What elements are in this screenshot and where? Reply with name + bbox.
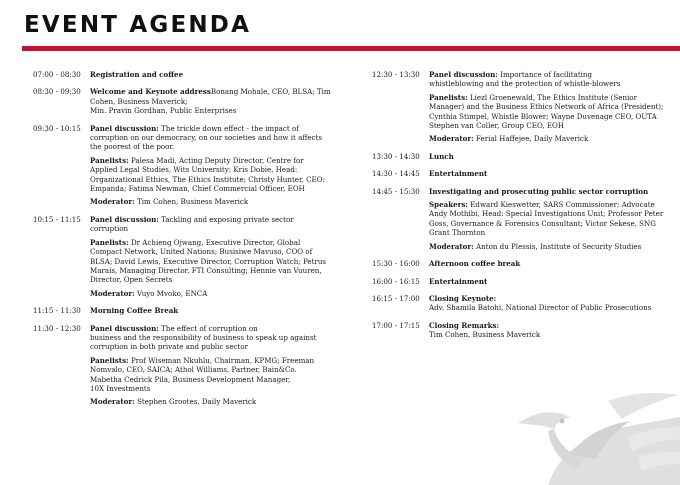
agenda-details	[429, 277, 672, 286]
agenda-time: 11:15 - 11:30	[33, 306, 81, 316]
agenda-label: Moderator:	[90, 197, 135, 207]
agenda-label: Closing Remarks:	[429, 320, 500, 330]
agenda-label: Closing Keynote:	[429, 293, 497, 303]
agenda-label: Panel discussion:	[429, 70, 498, 79]
agenda-label: Moderator:	[90, 397, 135, 407]
agenda-time: 16:00 - 16:15	[372, 276, 420, 286]
agenda-label: Welcome and Keynote address	[90, 87, 211, 97]
agenda-paragraph	[429, 93, 672, 131]
agenda-text-line: Liezl Groenewald, The Ethics Institute (Senior	[467, 92, 637, 102]
agenda-details	[429, 294, 672, 313]
agenda-paragraph	[429, 321, 672, 340]
agenda-label: Entertainment	[429, 276, 488, 286]
agenda-label: Moderator:	[90, 288, 135, 298]
agenda-text-line: Palesa Madi, Acting Deputy Director, Centre for	[128, 155, 304, 165]
agenda-text-line: Bonang Mohale, CEO, BLSA; Tim Cohen, Business Maverick;	[90, 87, 331, 106]
agenda-text-line: Adv. Shamila Batohi, National Director of Public Prosecutions	[429, 303, 652, 313]
agenda-details	[429, 321, 672, 340]
agenda-text-line: Grant Thornton	[429, 228, 486, 238]
agenda-details	[90, 87, 333, 115]
agenda-paragraph	[429, 134, 672, 143]
agenda-time: 08:30 - 09:30	[33, 87, 81, 97]
agenda-time: 10:15 - 11:15	[33, 214, 81, 224]
agenda-text-line: Anton du Plessis, Institute of Security Studies	[473, 241, 642, 251]
agenda-paragraph	[90, 87, 333, 115]
agenda-item	[372, 152, 672, 161]
agenda-text-line: Cynthia Stimpel, Whistle Blower; Wayne Duvenage CEO, OUTA	[429, 111, 657, 121]
agenda-paragraph	[429, 187, 672, 196]
agenda-paragraph	[90, 70, 333, 79]
agenda-label: Moderator:	[429, 241, 474, 251]
agenda-paragraph	[429, 294, 672, 313]
agenda-item	[33, 324, 333, 407]
agenda-paragraph	[90, 289, 333, 298]
agenda-details	[90, 324, 333, 407]
agenda-item	[372, 70, 672, 144]
agenda-text-line: Applied Legal Studies, Wits University; Kris Dobie, Head:	[90, 165, 298, 175]
agenda-item	[33, 124, 333, 207]
agenda-item	[33, 87, 333, 115]
agenda-details	[429, 152, 672, 161]
agenda-time: 15:30 - 16:00	[372, 259, 420, 269]
agenda-text-line: Dr Achieng Ojwang, Executive Director, Global	[128, 237, 301, 247]
agenda-time: 07:00 - 08:30	[33, 70, 81, 79]
agenda-item	[372, 169, 672, 178]
agenda-paragraph	[90, 306, 333, 315]
agenda-time: 17:00 - 17:15	[372, 320, 420, 330]
agenda-item	[372, 277, 672, 286]
agenda-paragraph	[429, 70, 672, 89]
agenda-text-line: Ferial Haffejee, Daily Maverick	[473, 134, 589, 144]
agenda-text-line: Goss, Governance & Forensics Consultant; Victor Sekese, SNG	[429, 218, 656, 228]
agenda-text-line: whistleblowing and the protection of whistle-blowers	[429, 79, 621, 89]
agenda-item	[372, 321, 672, 340]
agenda-time: 14:30 - 14:45	[372, 169, 420, 179]
agenda-details	[90, 124, 333, 207]
agenda-text-line: Manager) and the Business Ethics Network of Africa (President);	[429, 102, 664, 112]
agenda-item	[372, 259, 672, 268]
agenda-text-line: corruption on our democracy, on our societies and how it affects	[90, 133, 323, 143]
page-title: EVENT AGENDA	[24, 12, 252, 38]
agenda-item	[33, 306, 333, 315]
agenda-paragraph	[429, 259, 672, 268]
agenda-text-line: Edward Kieswetter, SARS Commissioner; Advocate	[467, 200, 655, 210]
agenda-item	[33, 70, 333, 79]
agenda-time: 11:30 - 12:30	[33, 323, 81, 333]
agenda-paragraph	[429, 242, 672, 251]
agenda-paragraph	[429, 200, 672, 238]
agenda-label: Lunch	[429, 151, 454, 161]
agenda-label: Panelists:	[90, 355, 129, 365]
agenda-text-line: Organizational Ethics, The Ethics Institute; Christy Hunter, CEO:	[90, 174, 325, 184]
agenda-column-right	[372, 70, 672, 348]
agenda-paragraph	[90, 156, 333, 194]
agenda-text-line: the poorest of the poor.	[90, 142, 175, 152]
agenda-paragraph	[90, 238, 333, 285]
agenda-text-line: business and the responsibility of business to speak up against	[90, 332, 317, 342]
agenda-details	[429, 187, 672, 251]
agenda-paragraph	[90, 215, 333, 234]
title-rule	[22, 46, 680, 51]
agenda-item	[33, 215, 333, 298]
agenda-time: 09:30 - 10:15	[33, 123, 81, 133]
agenda-label: Moderator:	[429, 134, 474, 144]
agenda-time: 13:30 - 14:30	[372, 151, 420, 161]
agenda-text-line: Tim Cohen, Business Maverick	[134, 197, 249, 207]
agenda-label: Speakers:	[429, 200, 468, 210]
agenda-text-line: Nomvalo, CEO, SAICA; Athol Williams, Partner, Bain&Co.	[90, 365, 297, 375]
agenda-item	[372, 294, 672, 313]
agenda-text-line: Tackling and exposing private sector	[158, 214, 294, 224]
agenda-paragraph	[429, 169, 672, 178]
agenda-time: 12:30 - 13:30	[372, 70, 420, 79]
agenda-paragraph	[90, 397, 333, 406]
agenda-paragraph	[90, 324, 333, 352]
agenda-text-line: Compact Network, United Nations; Busisiwe Mavuso, COO of	[90, 247, 313, 257]
agenda-label: Afternoon coffee break	[429, 259, 521, 269]
agenda-text-line: Empanda; Fatima Newman, Chief Commercial Officer, EOH	[90, 184, 305, 194]
agenda-text-line: Min. Pravin Gordhan, Public Enterprises	[90, 106, 237, 116]
agenda-time: 14:45 - 15:30	[372, 186, 420, 196]
agenda-text-line: Marais, Managing Director, FTI Consulting; Hennie van Vuuren,	[90, 265, 322, 275]
agenda-paragraph	[90, 124, 333, 152]
agenda-text-line: Mabetha Cedrick Pila, Business Development Manager,	[90, 374, 291, 384]
agenda-label: Entertainment	[429, 169, 488, 179]
agenda-item	[372, 187, 672, 251]
agenda-paragraph	[429, 152, 672, 161]
agenda-details	[429, 169, 672, 178]
agenda-label: Panelists:	[90, 155, 129, 165]
agenda-text-line: The trickle down effect - the impact of	[158, 123, 299, 133]
agenda-column-left	[33, 70, 333, 415]
agenda-time: 16:15 - 17:00	[372, 293, 420, 303]
agenda-paragraph	[429, 277, 672, 286]
agenda-details	[429, 70, 672, 144]
agenda-text-line: 10X Investments	[90, 383, 151, 393]
agenda-details	[429, 259, 672, 268]
agenda-text-line: Director, Open Secrets	[90, 275, 173, 285]
agenda-label: Panel discussion:	[90, 323, 159, 333]
agenda-paragraph	[90, 356, 333, 394]
agenda-details	[90, 215, 333, 298]
agenda-text-line: BLSA; David Lewis, Executive Director, Corruption Watch; Petrus	[90, 256, 327, 266]
agenda-text-line: Importance of facilitating	[497, 70, 593, 79]
agenda-label: Panel discussion:	[90, 123, 159, 133]
agenda-text-line: Stephen Grootes, Daily Maverick	[134, 397, 257, 407]
agenda-label: Panelists:	[90, 237, 129, 247]
agenda-details	[90, 306, 333, 315]
agenda-label: Registration and coffee	[90, 70, 184, 79]
agenda-label: Investigating and prosecuting public sector corruption	[429, 186, 649, 196]
agenda-text-line: Stephen van Coller, Group CEO, EOH	[429, 121, 565, 131]
agenda-text-line: Andy Mothibi, Head: Special Investigations Unit; Professor Peter	[429, 209, 664, 219]
agenda-text-line: Vuyo Mvoko, ENCA	[134, 288, 208, 298]
agenda-details	[90, 70, 333, 79]
agenda-text-line: corruption in both private and public sector	[90, 342, 249, 352]
agenda-text-line: corruption	[90, 224, 129, 234]
agenda-text-line: Tim Cohen, Business Maverick	[429, 330, 541, 340]
agenda-label: Panelists:	[429, 92, 468, 102]
agenda-label: Morning Coffee Break	[90, 306, 179, 316]
eagle-watermark-icon	[488, 365, 680, 485]
agenda-text-line: Prof Wiseman Nkuhlu, Chairman, KPMG; Freeman	[128, 355, 315, 365]
agenda-label: Panel discussion:	[90, 214, 159, 224]
agenda-text-line: The effect of corruption on	[158, 323, 258, 333]
agenda-paragraph	[90, 197, 333, 206]
